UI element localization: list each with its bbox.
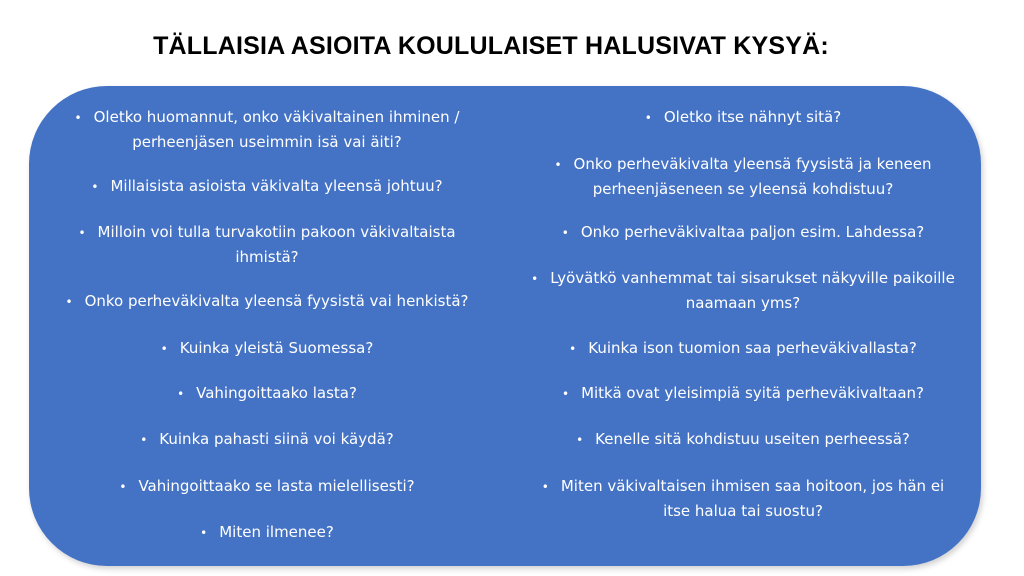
list-item: • Kuinka yleistä Suomessa? — [160, 339, 374, 357]
bullet-icon: • — [644, 111, 652, 125]
list-item: • Mitkä ovat yleisimpiä syitä perheväkivaltaan? — [561, 384, 924, 402]
list-item: • Kenelle sitä kohdistuu useiten perheessä? — [576, 430, 910, 448]
list-item: • Lyövätkö vanhemmat tai sisarukset näkyville paikoille naamaan yms? — [531, 269, 955, 312]
bullet-icon: • — [576, 433, 584, 447]
bullet-icon: • — [561, 226, 569, 240]
bullet-icon: • — [65, 295, 73, 309]
bullet-icon: • — [561, 387, 570, 401]
list-item: • Millaisista asioista väkivalta yleensä johtuu? — [91, 177, 443, 195]
list-item: • Onko perheväkivalta yleensä fyysistä vai henkistä? — [65, 292, 469, 310]
list-item: • Vahingoittaako se lasta mielellisesti? — [119, 477, 415, 495]
bullet-icon: • — [569, 342, 577, 356]
list-item: • Vahingoittaako lasta? — [177, 384, 357, 402]
list-item: • Oletko itse nähnyt sitä? — [644, 108, 842, 126]
list-item: • Miten ilmenee? — [200, 523, 334, 541]
bullet-icon: • — [119, 480, 127, 494]
bullet-icon: • — [74, 111, 82, 125]
list-item: • Onko perheväkivalta yleensä fyysistä ja keneen perheenjäseneen se yleensä kohdistuu? — [554, 155, 932, 198]
list-item: • Milloin voi tulla turvakotiin pakoon väkivaltaista ihmistä? — [78, 223, 456, 266]
bullet-icon: • — [140, 433, 148, 447]
bullet-icon: • — [531, 272, 539, 286]
bullet-icon: • — [177, 387, 185, 401]
list-item: • Miten väkivaltaisen ihmisen saa hoitoon, jos hän ei itse halua tai suostu? — [541, 477, 945, 520]
bullet-icon: • — [78, 226, 86, 240]
list-item: • Onko perheväkivaltaa paljon esim. Lahdessa? — [561, 223, 925, 241]
bullet-icon: • — [554, 158, 562, 172]
list-item: • Oletko huomannut, onko väkivaltainen ihminen / perheenjäsen useimmin isä vai äiti? — [74, 108, 460, 151]
questions-panel — [29, 86, 981, 566]
bullet-icon: • — [91, 180, 99, 194]
page-title: TÄLLAISIA ASIOITA KOULULAISET HALUSIVAT KYSYÄ: — [153, 32, 829, 60]
bullet-icon: • — [541, 480, 549, 494]
bullet-icon: • — [200, 526, 208, 540]
bullet-icon: • — [160, 342, 168, 356]
list-item: • Kuinka pahasti siinä voi käydä? — [140, 430, 394, 448]
list-item: • Kuinka ison tuomion saa perheväkivallasta? — [569, 339, 917, 357]
